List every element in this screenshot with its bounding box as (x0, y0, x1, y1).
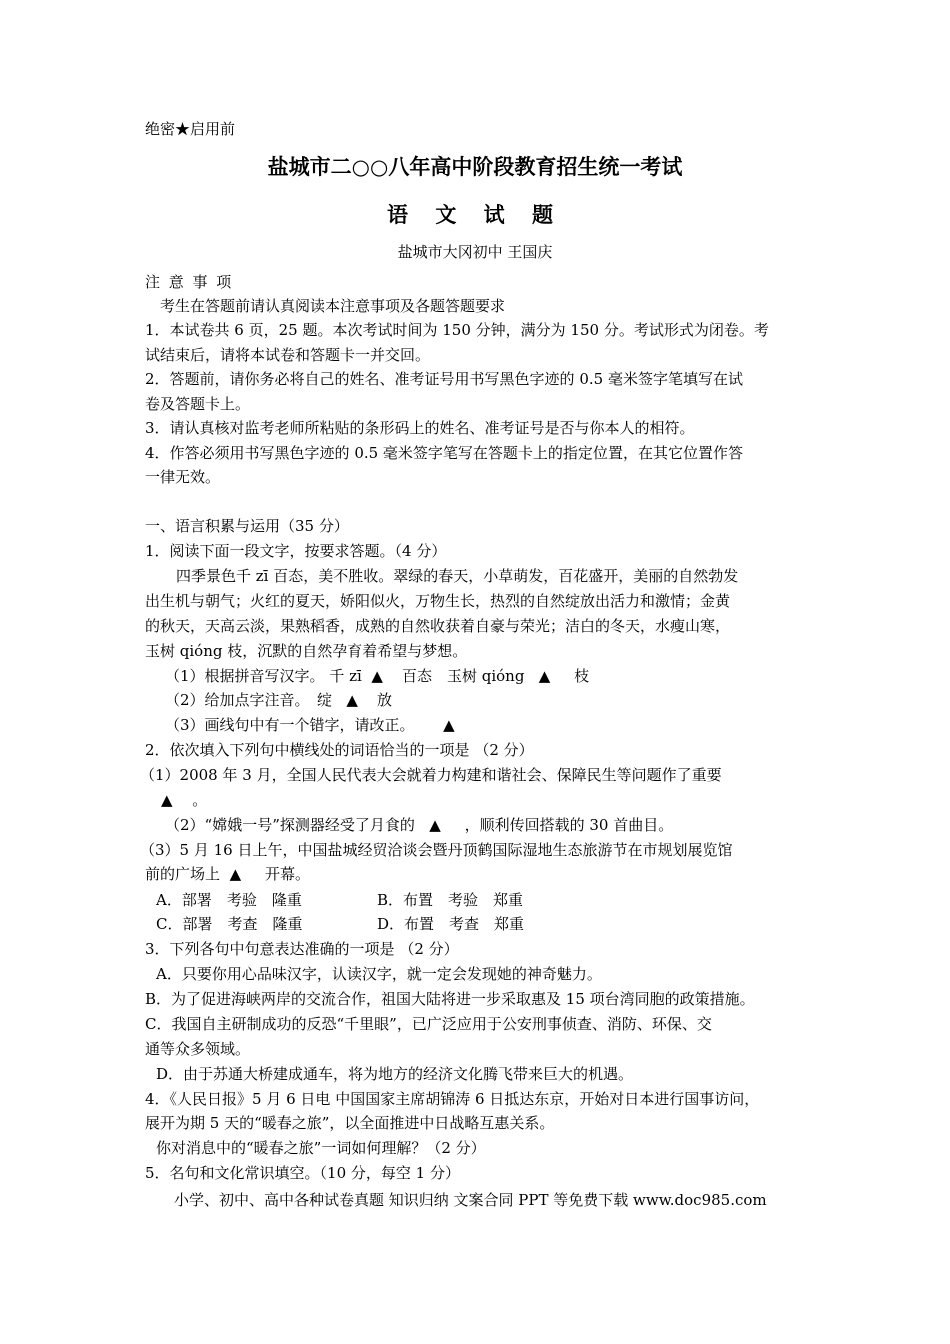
notice-heading: 注 意 事 项 (145, 273, 234, 291)
notice-item: 2．答题前，请你务必将自己的姓名、准考证号用书写黑色字迹的 0.5 毫米签字笔填写在试 (145, 370, 743, 388)
notice-item: 卷及答题卡上。 (145, 395, 251, 413)
q1-passage-line: 玉树 qióng 枝，沉默的自然孕育着希望与梦想。 (145, 642, 468, 660)
q1-sub3: （3）画线句中有一个错字，请改正。 ▲ (165, 716, 455, 734)
q4-line: 你对消息中的“暖春之旅”一词如何理解？（2 分） (156, 1139, 486, 1157)
q2-option-d: D．布置 考查 郑重 (377, 915, 525, 933)
q2-sentence: （1）2008 年 3 月，全国人民代表大会就着力构建和谐社会、保障民生等问题作了重要 (140, 766, 722, 784)
q1-sub2: （2）给加点字注音。 绽 ▲ 放 (165, 691, 392, 709)
answer-blank-triangle: ▲ (371, 667, 383, 685)
q2-sentence: ▲ 。 (161, 791, 208, 809)
q3-stem: 3．下列各句中句意表达准确的一项是 （2 分） (145, 940, 459, 958)
notice-item: 3．请认真核对监考老师所粘贴的条形码上的姓名、准考证号是否与你本人的相符。 (145, 419, 695, 437)
q3-option-c-cont: 通等众多领域。 (145, 1040, 251, 1058)
q2-stem: 2．依次填入下列句中横线处的词语恰当的一项是 （2 分） (145, 741, 534, 759)
q4-line: 4．《人民日报》5 月 6 日电 中国国家主席胡锦涛 6 日抵达东京，开始对日本进行国事访问， (145, 1090, 760, 1108)
q3-option-a: A．只要你用心品味汉字，认读汉字，就一定会发现她的神奇魅力。 (156, 965, 602, 983)
q2-sentence: 前的广场上 ▲ 开幕。 (145, 865, 310, 883)
secret-label: 绝密★启用前 (145, 120, 236, 138)
notice-item: 1．本试卷共 6 页，25 题。本次考试时间为 150 分钟，满分为 150 分。考试形式为闭卷。考 (145, 321, 769, 339)
notice-item: 4．作答必须用书写黑色字迹的 0.5 毫米签字笔写在答题卡上的指定位置，在其它位置作答 (145, 444, 743, 462)
answer-blank-triangle: ▲ (429, 816, 441, 834)
subject-title: 语 文 试 题 (387, 202, 563, 227)
answer-blank-triangle: ▲ (346, 691, 358, 709)
q2-sentence: （2）“嫦娥一号”探测器经受了月食的 ▲ ，顺利传回搭载的 30 首曲目。 (165, 816, 674, 834)
q1-passage-line: 出生机与朝气；火红的夏天，娇阳似火，万物生长，热烈的自然绽放出活力和激情；金黄 (145, 592, 731, 610)
q2-option-b: B．布置 考验 郑重 (377, 891, 524, 909)
notice-item: 一律无效。 (145, 468, 221, 486)
q2-option-c: C．部署 考查 隆重 (156, 915, 303, 933)
q2-sentence: （3）5 月 16 日上午，中国盐城经贸洽谈会暨丹顶鹤国际湿地生态旅游节在市规划展览馆 (140, 841, 733, 859)
section-heading: 一、语言积累与运用（35 分） (145, 517, 349, 535)
q2-option-a: A．部署 考验 隆重 (156, 891, 302, 909)
q3-option-b: B．为了促进海峡两岸的交流合作，祖国大陆将进一步采取惠及 15 项台湾同胞的政策措施。 (145, 990, 755, 1008)
q5-stem: 5．名句和文化常识填空。（10 分，每空 1 分） (145, 1164, 460, 1182)
notice-intro: 考生在答题前请认真阅读本注意事项及各题答题要求 (160, 297, 506, 315)
exam-title: 盐城市二○○八年高中阶段教育招生统一考试 (267, 154, 683, 179)
q1-sub1: （1）根据拼音写汉字。 千 zī ▲ 百态 玉树 qióng ▲ 枝 (165, 667, 590, 685)
notice-item: 试结束后，请将本试卷和答题卡一并交回。 (145, 346, 431, 364)
answer-blank-triangle: ▲ (443, 716, 455, 734)
answer-blank-triangle: ▲ (229, 865, 242, 883)
q1-passage-line: 的秋天，天高云淡，果熟稻香，成熟的自然收获着自豪与荣光；洁白的冬天，水瘦山寒， (145, 617, 731, 635)
footer-text: 小学、初中、高中各种试卷真题 知识归纳 文案合同 PPT 等免费下载 www.doc985.com (174, 1191, 767, 1209)
q4-line: 展开为期 5 天的“暖春之旅”，以全面推进中日战略互惠关系。 (145, 1114, 555, 1132)
q3-option-d: D．由于苏通大桥建成通车，将为地方的经济文化腾飞带来巨大的机遇。 (156, 1065, 634, 1083)
q1-passage-line: 四季景色千 zī 百态，美不胜收。翠绿的春天，小草萌发，百花盛开，美丽的自然勃发 (176, 567, 739, 585)
q1-stem: 1．阅读下面一段文字，按要求答题。（4 分） (145, 542, 447, 560)
answer-blank-triangle: ▲ (538, 667, 551, 685)
author-line: 盐城市大冈初中 王国庆 (397, 243, 553, 261)
q3-option-c: C．我国自主研制成功的反恐“千里眼”，已广泛应用于公安刑事侦查、消防、环保、交 (145, 1015, 712, 1033)
